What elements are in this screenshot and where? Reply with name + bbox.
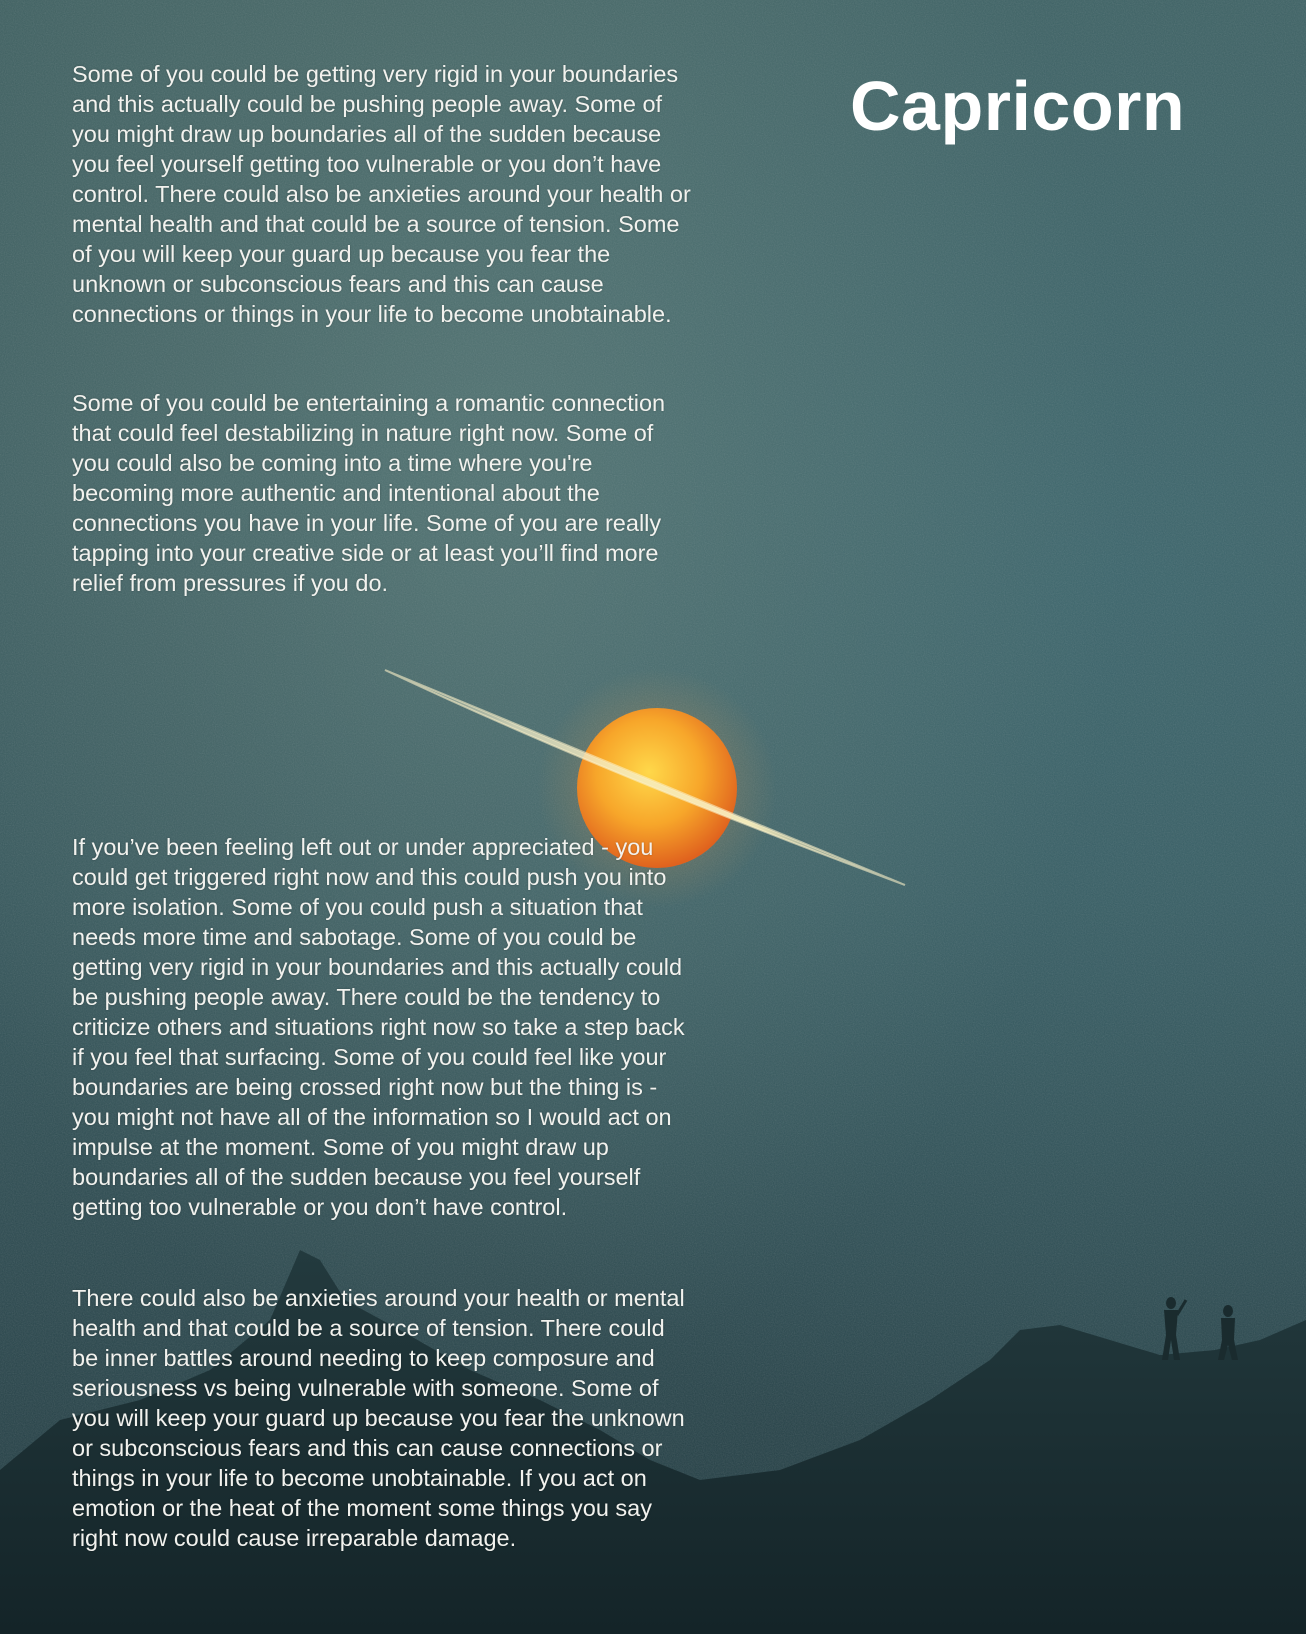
body-paragraph-4: There could also be anxieties around your health or mental health and that could be a source of tension. There could be inner battles around needing to keep composure and seriousness vs being vulnerable with someone. Some of you will keep your guard up because you fear the unknown or subconscious fears and this can cause connections or things in your life to become unobtainable. If you act on emotion or the heat of the moment some things you say right now could cause irreparable damage.	[72, 1285, 685, 1551]
body-paragraph-1: Some of you could be getting very rigid in your boundaries and this actually could be pushing people away. Some of you might draw up boundaries all of the sudden because you feel yourself getting too vulnerable or you don’t have control. There could also be anxieties around your health or mental health and that could be a source of tension. Some of you will keep your guard up because you fear the unknown or subconscious fears and this can cause connections or things in your life to become unobtainable.	[72, 61, 691, 327]
body-paragraph-2: Some of you could be entertaining a romantic connection that could feel destabilizing in nature right now. Some of you could also be coming into a time where you're becoming more authentic and intentional about the connections you have in your life. Some of you are really tapping into your creative side or at least you’ll find more relief from pressures if you do.	[72, 390, 666, 596]
page-title: Capricorn	[850, 67, 1186, 145]
body-paragraph-3: If you’ve been feeling left out or under appreciated - you could get triggered right now and this could push you into more isolation. Some of you could push a situation that needs more time and sabotage. Some of you could be getting very rigid in your boundaries and this actually could be pushing people away. There could be the tendency to criticize others and situations right now so take a step back if you feel that surfacing. Some of you could feel like your boundaries are being crossed right now but the thing is - you might not have all of the information so I would act on impulse at the moment. Some of you might draw up boundaries all of the sudden because you feel yourself getting too vulnerable or you don’t have control.	[72, 834, 685, 1220]
